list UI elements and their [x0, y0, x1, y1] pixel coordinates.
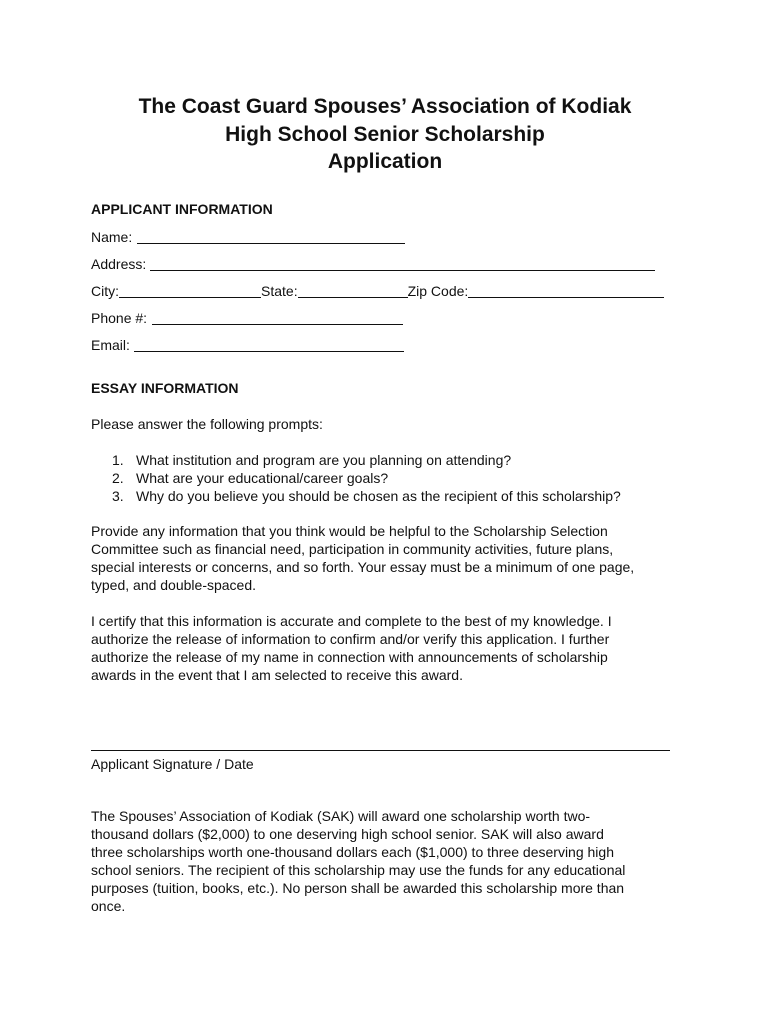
name-label: Name:: [91, 229, 133, 245]
title-line-2: High School Senior Scholarship: [225, 122, 545, 146]
phone-label: Phone #:: [91, 310, 148, 326]
state-label: State:: [261, 283, 298, 299]
certification-paragraph: I certify that this information is accurate and complete to the best of my knowledge. I authorize the release of information to confirm and/or verify this application. I further authorize the release of my name in connection with announcements of scholarship awards in the event that I am selected to receive this award.: [91, 613, 612, 683]
city-label: City:: [91, 283, 119, 299]
zip-label: Zip Code:: [407, 283, 469, 299]
city-field[interactable]: [119, 283, 261, 298]
essay-instructions-paragraph: Provide any information that you think would be helpful to the Scholarship Selection Committee such as financial need, participation in community activities, future plans, special interests or concerns, and so forth. Your essay must be a minimum of one page, typed, and double-spaced.: [91, 523, 635, 593]
state-field[interactable]: [298, 283, 408, 298]
email-field[interactable]: [134, 337, 404, 352]
zip-field[interactable]: [468, 283, 664, 298]
list-item: 1. What institution and program are you planning on attending?: [112, 452, 512, 468]
title-line-3: Application: [327, 150, 443, 173]
essay-prompts-list: [112, 451, 621, 505]
signature-label: Applicant Signature / Date: [91, 756, 254, 772]
essay-intro: Please answer the following prompts:: [91, 416, 323, 432]
applicant-info-heading: APPLICANT INFORMATION: [91, 201, 273, 217]
phone-field-row: [91, 309, 403, 327]
title-line-1: The Coast Guard Spouses’ Association of Kodiak: [138, 95, 632, 118]
phone-field[interactable]: [152, 310, 403, 325]
address-field[interactable]: [150, 256, 655, 271]
name-field[interactable]: [137, 229, 405, 244]
list-item: 2. What are your educational/career goals?: [112, 470, 389, 486]
address-label: Address:: [91, 256, 147, 272]
signature-date-field[interactable]: [91, 750, 670, 751]
city-state-zip-row: [91, 282, 664, 300]
list-item: 3. Why do you believe you should be chosen as the recipient of this scholarship?: [112, 488, 621, 504]
address-field-row: [91, 255, 655, 273]
document-title: [0, 93, 770, 176]
essay-info-heading: ESSAY INFORMATION: [91, 380, 239, 396]
email-field-row: [91, 336, 404, 354]
email-label: Email:: [91, 337, 130, 353]
award-description-paragraph: The Spouses’ Association of Kodiak (SAK) will award one scholarship worth two- thousand dollars ($2,000) to one deserving high school senior. SAK will also award three scholarships worth one-thousand dollars each ($1,000) to three deserving high school seniors. The recipient of this scholarship may use the funds for any educational purposes (tuition, books, etc.). No person shall be awarded this scholarship more than once.: [91, 808, 626, 914]
name-field-row: [91, 228, 405, 246]
